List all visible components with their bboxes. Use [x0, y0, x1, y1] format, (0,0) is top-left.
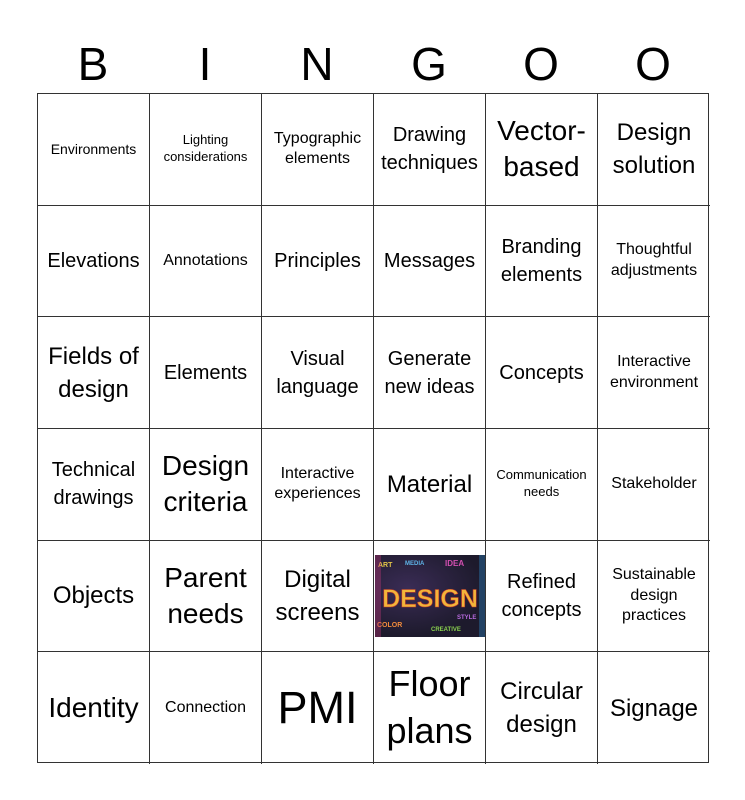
cell-label: Thoughtful adjustments	[610, 241, 698, 279]
header-letter-b: B	[77, 38, 109, 90]
cell-label: Interactive experiences	[274, 464, 361, 503]
cell-label: Digital screens	[275, 565, 360, 626]
bingo-cell[interactable]	[486, 429, 598, 541]
bingo-card-grid	[37, 93, 709, 763]
cell-label: Concepts	[499, 361, 584, 384]
bingo-cell[interactable]	[598, 94, 710, 206]
bingo-header	[37, 34, 709, 94]
bingo-cell[interactable]	[262, 206, 374, 318]
cell-label: Typographic elements	[273, 129, 362, 168]
cell-label: Elevations	[47, 249, 140, 272]
cloud-word: MEDIA	[404, 560, 424, 567]
bingo-cell[interactable]	[38, 317, 150, 429]
cell-label: Principles	[274, 249, 361, 272]
cell-label: Sustainable design practices	[612, 565, 696, 625]
bingo-cell[interactable]	[374, 317, 486, 429]
cell-label: Objects	[52, 582, 135, 610]
bingo-cell[interactable]	[486, 317, 598, 429]
bingo-cell[interactable]	[262, 429, 374, 541]
cloud-word: COLOR	[376, 621, 402, 629]
bingo-cell[interactable]	[374, 652, 486, 764]
header-letter-n: N	[300, 38, 334, 90]
bingo-cell[interactable]	[262, 317, 374, 429]
bingo-cell[interactable]	[150, 429, 262, 541]
header-letter-i: I	[198, 38, 212, 90]
bingo-cell[interactable]	[150, 541, 262, 653]
cell-label: Environments	[50, 141, 137, 158]
cell-label: Drawing techniques	[381, 124, 478, 175]
cloud-word: ART	[377, 561, 392, 569]
bingo-cell[interactable]	[374, 206, 486, 318]
cell-label: Fields of design	[48, 342, 139, 403]
bingo-cell[interactable]	[486, 541, 598, 653]
cloud-word: STYLE	[456, 614, 476, 621]
cell-label: Circular design	[500, 678, 583, 739]
cell-label: Vector-based	[497, 114, 586, 183]
cell-label: Parent needs	[164, 561, 247, 629]
bingo-cell[interactable]	[262, 94, 374, 206]
cell-label: Connection	[165, 698, 246, 716]
bingo-cell[interactable]	[486, 206, 598, 318]
bingo-cell[interactable]	[486, 94, 598, 206]
bingo-cell[interactable]	[598, 652, 710, 764]
header-letter-g: G	[411, 38, 447, 90]
cell-label: Lighting considerations	[163, 132, 248, 165]
cell-label: Stakeholder	[611, 474, 697, 492]
cell-label: Floor plans	[386, 663, 473, 752]
cell-label: PMI	[277, 682, 358, 734]
design-word: DESIGN	[381, 584, 478, 613]
cell-label: Elements	[163, 361, 248, 384]
cell-label: Identity	[48, 691, 139, 723]
bingo-cell[interactable]	[38, 206, 150, 318]
bingo-cell[interactable]	[486, 652, 598, 764]
cell-label: Material	[386, 470, 473, 498]
cell-label: Design solution	[612, 119, 696, 180]
header-letter-o-2: O	[635, 38, 671, 90]
bingo-cell[interactable]	[150, 94, 262, 206]
cloud-word: CREATIVE	[430, 626, 461, 633]
bingo-cell[interactable]	[150, 317, 262, 429]
bingo-cell[interactable]	[38, 94, 150, 206]
bingo-cell[interactable]	[262, 541, 374, 653]
bingo-cell[interactable]	[598, 317, 710, 429]
cell-label: Interactive environment	[609, 352, 699, 391]
cell-label: Annotations	[163, 251, 248, 269]
design-word-cloud-image	[375, 555, 485, 637]
bingo-cell[interactable]	[38, 652, 150, 764]
cell-label: Generate new ideas	[384, 347, 475, 398]
cell-label: Visual language	[276, 347, 359, 398]
free-space-cell[interactable]	[374, 541, 486, 653]
cell-label: Messages	[383, 249, 476, 272]
bingo-cell[interactable]	[150, 206, 262, 318]
bingo-cell[interactable]	[150, 652, 262, 764]
cell-label: Refined concepts	[501, 570, 582, 621]
cloud-word: IDEA	[444, 558, 464, 568]
bingo-cell[interactable]	[598, 429, 710, 541]
cell-label: Signage	[609, 694, 699, 722]
cell-label: Communication needs	[496, 467, 587, 500]
bingo-cell[interactable]	[598, 206, 710, 318]
cell-label: Branding elements	[500, 235, 583, 286]
bingo-cell[interactable]	[374, 429, 486, 541]
bingo-cell[interactable]	[598, 541, 710, 653]
bingo-cell[interactable]	[38, 429, 150, 541]
bingo-cell[interactable]	[262, 652, 374, 764]
cell-label: Design criteria	[161, 449, 250, 518]
header-letter-o: O	[523, 38, 559, 90]
bingo-cell[interactable]	[38, 541, 150, 653]
cell-label: Technical drawings	[51, 459, 136, 510]
bingo-cell[interactable]	[374, 94, 486, 206]
